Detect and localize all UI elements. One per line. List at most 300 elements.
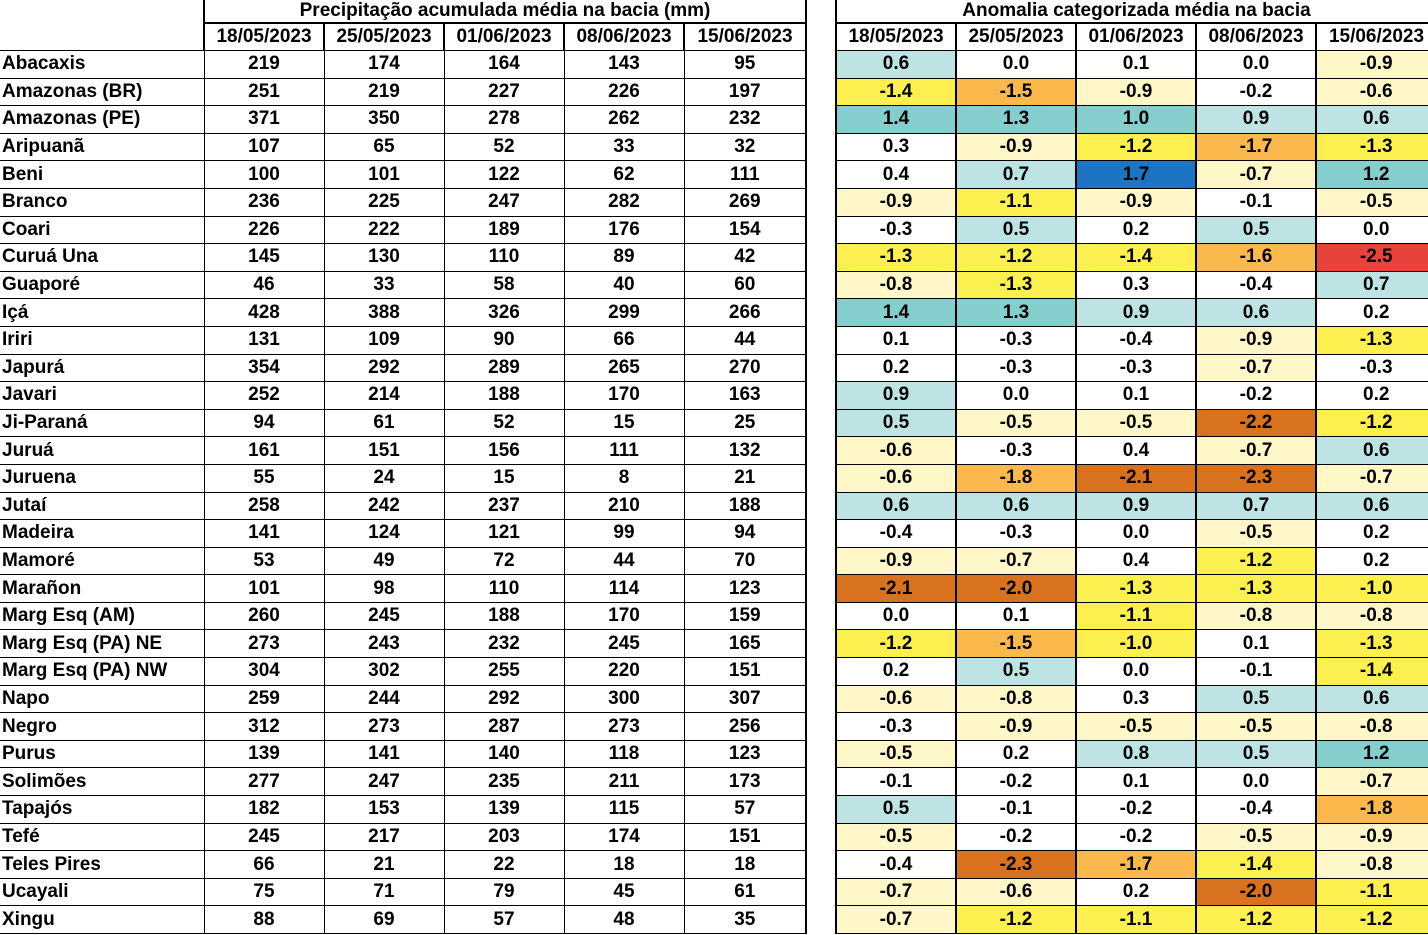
anomaly-cell: -1.8: [956, 464, 1076, 492]
anomaly-cell: 0.2: [836, 354, 956, 382]
table-row: [836, 409, 1428, 437]
anomaly-cell: -0.2: [1076, 823, 1196, 851]
anomaly-cell: 0.0: [836, 602, 956, 630]
table-row: [0, 51, 806, 79]
table-row: [0, 685, 806, 713]
basin-name: Coari: [0, 216, 204, 244]
anomaly-cell: -0.9: [956, 713, 1076, 741]
anomaly-cell: -0.6: [836, 437, 956, 465]
precip-cell: 89: [564, 244, 684, 272]
anomaly-cell: 1.7: [1076, 161, 1196, 189]
basin-name: Marg Esq (PA) NW: [0, 658, 204, 686]
table-row: [836, 630, 1428, 658]
table-row: [0, 106, 806, 134]
precip-cell: 101: [324, 161, 444, 189]
anomaly-cell: -0.3: [956, 326, 1076, 354]
precip-cell: 176: [564, 216, 684, 244]
precip-cell: 292: [324, 354, 444, 382]
precip-cell: 154: [684, 216, 806, 244]
precip-cell: 203: [444, 823, 564, 851]
anomaly-cell: 0.9: [1076, 299, 1196, 327]
precip-cell: 182: [204, 796, 324, 824]
anomaly-cell: -0.7: [1316, 464, 1428, 492]
anomaly-cell: 0.0: [1316, 216, 1428, 244]
precip-cell: 326: [444, 299, 564, 327]
table-row: [836, 796, 1428, 824]
anomaly-cell: -1.2: [1316, 906, 1428, 934]
basin-name: Purus: [0, 740, 204, 768]
basin-name: Beni: [0, 161, 204, 189]
precip-cell: 145: [204, 244, 324, 272]
precip-cell: 259: [204, 685, 324, 713]
precip-cell: 174: [564, 823, 684, 851]
precip-cell: 71: [324, 878, 444, 906]
anomaly-cell: 1.3: [956, 299, 1076, 327]
anomaly-cell: -0.5: [1196, 520, 1316, 548]
precip-cell: 210: [564, 492, 684, 520]
anomaly-cell: -0.9: [1316, 823, 1428, 851]
anomaly-cell: -0.1: [1196, 658, 1316, 686]
precip-cell: 46: [204, 271, 324, 299]
anomaly-cell: -0.8: [956, 685, 1076, 713]
anomaly-cell: 1.4: [836, 299, 956, 327]
table-row: [0, 713, 806, 741]
anomaly-cell: -0.8: [1316, 851, 1428, 879]
precip-cell: 219: [324, 78, 444, 106]
precip-cell: 258: [204, 492, 324, 520]
basin-name: Marg Esq (PA) NE: [0, 630, 204, 658]
precip-cell: 52: [444, 133, 564, 161]
precip-cell: 98: [324, 575, 444, 603]
precip-cell: 226: [204, 216, 324, 244]
basin-name: Madeira: [0, 520, 204, 548]
precip-cell: 151: [324, 437, 444, 465]
anomaly-title: Anomalia categorizada média na bacia: [836, 0, 1428, 23]
precip-cell: 189: [444, 216, 564, 244]
anomaly-cell: 0.2: [1076, 878, 1196, 906]
table-row: [0, 161, 806, 189]
anomaly-cell: -0.5: [836, 823, 956, 851]
precip-cell: 277: [204, 768, 324, 796]
anomaly-cell: -1.1: [1076, 602, 1196, 630]
anomaly-cell: -0.5: [836, 740, 956, 768]
anomaly-cell: -0.9: [836, 547, 956, 575]
anomaly-cell: 0.3: [836, 133, 956, 161]
anomaly-cell: 0.7: [956, 161, 1076, 189]
precip-cell: 33: [324, 271, 444, 299]
precip-cell: 266: [684, 299, 806, 327]
precip-cell: 188: [444, 382, 564, 410]
basin-name: Napo: [0, 685, 204, 713]
anomaly-cell: 0.6: [1196, 299, 1316, 327]
table-row: [836, 878, 1428, 906]
table-row: [836, 244, 1428, 272]
precip-cell: 53: [204, 547, 324, 575]
blank-corner: [0, 0, 204, 23]
precip-cell: 52: [444, 409, 564, 437]
anomaly-cell: -0.4: [1196, 271, 1316, 299]
precip-cell: 244: [324, 685, 444, 713]
table-row: [836, 326, 1428, 354]
anomaly-cell: 0.0: [1196, 768, 1316, 796]
anomaly-cell: -1.2: [1316, 409, 1428, 437]
anomaly-cell: 1.0: [1076, 106, 1196, 134]
anomaly-cell: 0.9: [836, 382, 956, 410]
basin-name: Juruena: [0, 464, 204, 492]
anomaly-cell: -0.7: [1316, 768, 1428, 796]
basin-name: Ucayali: [0, 878, 204, 906]
anomaly-cell: 0.6: [1316, 492, 1428, 520]
anomaly-cell: 0.5: [836, 409, 956, 437]
precip-cell: 40: [564, 271, 684, 299]
table-row: [0, 547, 806, 575]
anomaly-cell: 0.6: [836, 51, 956, 79]
precip-cell: 164: [444, 51, 564, 79]
anomaly-cell: -0.9: [1076, 78, 1196, 106]
table-row: [0, 354, 806, 382]
table-row: [0, 906, 806, 934]
precip-cell: 95: [684, 51, 806, 79]
basin-name: Marañon: [0, 575, 204, 603]
precip-cell: 8: [564, 464, 684, 492]
anomaly-cell: -0.1: [1196, 188, 1316, 216]
anomaly-cell: -1.3: [836, 244, 956, 272]
anomaly-cell: 0.1: [836, 326, 956, 354]
precip-cell: 269: [684, 188, 806, 216]
precipitation-title: Precipitação acumulada média na bacia (mm): [204, 0, 806, 23]
blank-corner: [0, 23, 204, 51]
table-row: [836, 602, 1428, 630]
anomaly-date-header: 01/06/2023: [1076, 23, 1196, 51]
precip-cell: 188: [684, 492, 806, 520]
anomaly-cell: -0.3: [836, 713, 956, 741]
table-row: [0, 602, 806, 630]
anomaly-cell: 0.8: [1076, 740, 1196, 768]
anomaly-cell: -0.1: [956, 796, 1076, 824]
table-row: [836, 464, 1428, 492]
precip-cell: 245: [204, 823, 324, 851]
precip-cell: 237: [444, 492, 564, 520]
basin-name: Içá: [0, 299, 204, 327]
anomaly-cell: -1.6: [1196, 244, 1316, 272]
precip-cell: 265: [564, 354, 684, 382]
table-row: [0, 464, 806, 492]
anomaly-cell: -1.4: [1076, 244, 1196, 272]
anomaly-cell: -0.4: [836, 851, 956, 879]
anomaly-cell: -0.5: [1316, 188, 1428, 216]
anomaly-cell: -0.6: [836, 464, 956, 492]
anomaly-cell: -0.4: [836, 520, 956, 548]
anomaly-cell: 0.6: [1316, 685, 1428, 713]
anomaly-cell: -1.2: [956, 906, 1076, 934]
precip-cell: 69: [324, 906, 444, 934]
precip-cell: 262: [564, 106, 684, 134]
basin-name: Solimões: [0, 768, 204, 796]
anomaly-cell: -2.0: [1196, 878, 1316, 906]
precip-cell: 94: [684, 520, 806, 548]
anomaly-cell: -1.0: [1316, 575, 1428, 603]
precip-cell: 227: [444, 78, 564, 106]
basin-name: Amazonas (PE): [0, 106, 204, 134]
anomaly-cell: -2.1: [1076, 464, 1196, 492]
precip-cell: 161: [204, 437, 324, 465]
anomaly-cell: -0.7: [1196, 354, 1316, 382]
table-row: [836, 271, 1428, 299]
table-row: [836, 492, 1428, 520]
precip-cell: 260: [204, 602, 324, 630]
precip-cell: 114: [564, 575, 684, 603]
precip-cell: 25: [684, 409, 806, 437]
table-row: [0, 437, 806, 465]
anomaly-cell: -1.3: [1196, 575, 1316, 603]
anomaly-cell: -1.7: [1076, 851, 1196, 879]
basin-name: Jutaí: [0, 492, 204, 520]
precip-cell: 21: [684, 464, 806, 492]
anomaly-table: [835, 0, 1428, 934]
precip-cell: 70: [684, 547, 806, 575]
anomaly-cell: -1.3: [956, 271, 1076, 299]
precip-cell: 156: [444, 437, 564, 465]
anomaly-cell: -0.9: [1196, 326, 1316, 354]
precip-date-header: 08/06/2023: [564, 23, 684, 51]
basin-name: Javari: [0, 382, 204, 410]
precip-cell: 232: [444, 630, 564, 658]
anomaly-cell: -0.7: [956, 547, 1076, 575]
anomaly-cell: 0.9: [1076, 492, 1196, 520]
anomaly-cell: -1.2: [1196, 906, 1316, 934]
precip-cell: 79: [444, 878, 564, 906]
anomaly-cell: 0.1: [1076, 51, 1196, 79]
anomaly-cell: 0.5: [956, 216, 1076, 244]
anomaly-cell: -1.2: [836, 630, 956, 658]
precip-cell: 24: [324, 464, 444, 492]
precip-cell: 255: [444, 658, 564, 686]
precip-cell: 44: [564, 547, 684, 575]
table-row: [0, 630, 806, 658]
table-row: [836, 382, 1428, 410]
anomaly-cell: -2.5: [1316, 244, 1428, 272]
precip-cell: 242: [324, 492, 444, 520]
precip-cell: 371: [204, 106, 324, 134]
table-row: [836, 216, 1428, 244]
precip-cell: 75: [204, 878, 324, 906]
table-row: [836, 437, 1428, 465]
anomaly-cell: -0.3: [956, 437, 1076, 465]
precip-cell: 94: [204, 409, 324, 437]
precip-cell: 388: [324, 299, 444, 327]
precip-cell: 130: [324, 244, 444, 272]
anomaly-cell: 0.1: [1196, 630, 1316, 658]
precip-cell: 243: [324, 630, 444, 658]
table-row: [0, 740, 806, 768]
precip-cell: 111: [684, 161, 806, 189]
anomaly-cell: 0.3: [1076, 271, 1196, 299]
anomaly-cell: 0.2: [1316, 547, 1428, 575]
precip-cell: 48: [564, 906, 684, 934]
table-row: [0, 575, 806, 603]
anomaly-cell: -0.2: [1196, 78, 1316, 106]
precip-cell: 21: [324, 851, 444, 879]
precip-cell: 66: [564, 326, 684, 354]
precip-cell: 273: [204, 630, 324, 658]
precip-cell: 247: [444, 188, 564, 216]
precip-cell: 222: [324, 216, 444, 244]
anomaly-cell: 0.5: [1196, 740, 1316, 768]
precip-cell: 173: [684, 768, 806, 796]
precip-cell: 139: [204, 740, 324, 768]
precip-cell: 226: [564, 78, 684, 106]
precip-cell: 44: [684, 326, 806, 354]
anomaly-date-header: 18/05/2023: [836, 23, 956, 51]
precip-cell: 153: [324, 796, 444, 824]
anomaly-cell: 0.5: [956, 658, 1076, 686]
precip-cell: 151: [684, 658, 806, 686]
precip-cell: 170: [564, 382, 684, 410]
table-row: [0, 271, 806, 299]
anomaly-cell: -1.3: [1316, 630, 1428, 658]
precip-cell: 99: [564, 520, 684, 548]
anomaly-cell: -1.7: [1196, 133, 1316, 161]
anomaly-cell: -0.3: [1076, 354, 1196, 382]
basin-name: Amazonas (BR): [0, 78, 204, 106]
precip-date-header: 01/06/2023: [444, 23, 564, 51]
anomaly-cell: -1.1: [1076, 906, 1196, 934]
precip-cell: 302: [324, 658, 444, 686]
precip-cell: 72: [444, 547, 564, 575]
table-row: [836, 906, 1428, 934]
precip-cell: 118: [564, 740, 684, 768]
precip-cell: 174: [324, 51, 444, 79]
precip-cell: 139: [444, 796, 564, 824]
precip-date-header: 25/05/2023: [324, 23, 444, 51]
anomaly-cell: -0.8: [836, 271, 956, 299]
basin-name: Curuá Una: [0, 244, 204, 272]
precip-cell: 163: [684, 382, 806, 410]
anomaly-cell: -0.3: [956, 520, 1076, 548]
anomaly-cell: -0.7: [836, 878, 956, 906]
precip-cell: 61: [324, 409, 444, 437]
precip-cell: 151: [684, 823, 806, 851]
anomaly-cell: -1.2: [1076, 133, 1196, 161]
anomaly-cell: -0.5: [956, 409, 1076, 437]
precip-cell: 111: [564, 437, 684, 465]
precip-cell: 18: [684, 851, 806, 879]
precip-date-header: 15/06/2023: [684, 23, 806, 51]
precip-cell: 101: [204, 575, 324, 603]
anomaly-cell: -2.0: [956, 575, 1076, 603]
table-row: [836, 658, 1428, 686]
table-row: [836, 851, 1428, 879]
table-row: [836, 78, 1428, 106]
precip-cell: 252: [204, 382, 324, 410]
anomaly-cell: -1.1: [1316, 878, 1428, 906]
precip-cell: 22: [444, 851, 564, 879]
basin-name: Guaporé: [0, 271, 204, 299]
anomaly-cell: 1.2: [1316, 161, 1428, 189]
table-row: [0, 133, 806, 161]
anomaly-cell: -0.9: [1316, 51, 1428, 79]
anomaly-cell: 0.0: [956, 51, 1076, 79]
anomaly-cell: -0.2: [956, 768, 1076, 796]
table-row: [0, 244, 806, 272]
precip-cell: 107: [204, 133, 324, 161]
precip-cell: 140: [444, 740, 564, 768]
precip-cell: 123: [684, 740, 806, 768]
basin-name: Teles Pires: [0, 851, 204, 879]
precip-cell: 287: [444, 713, 564, 741]
precip-cell: 232: [684, 106, 806, 134]
table-row: [836, 823, 1428, 851]
anomaly-cell: 0.0: [1076, 658, 1196, 686]
anomaly-cell: -0.7: [1196, 161, 1316, 189]
basin-name: Marg Esq (AM): [0, 602, 204, 630]
basin-name: Tefé: [0, 823, 204, 851]
anomaly-cell: 0.0: [956, 382, 1076, 410]
basin-name: Branco: [0, 188, 204, 216]
precip-cell: 115: [564, 796, 684, 824]
anomaly-cell: -0.8: [1196, 602, 1316, 630]
anomaly-cell: 0.2: [1076, 216, 1196, 244]
precip-cell: 100: [204, 161, 324, 189]
precip-cell: 62: [564, 161, 684, 189]
anomaly-date-header: 25/05/2023: [956, 23, 1076, 51]
precip-cell: 35: [684, 906, 806, 934]
table-row: [0, 796, 806, 824]
table-row: [0, 382, 806, 410]
anomaly-cell: -0.3: [956, 354, 1076, 382]
basin-name: Abacaxis: [0, 51, 204, 79]
anomaly-cell: 0.3: [1076, 685, 1196, 713]
precip-date-header: 18/05/2023: [204, 23, 324, 51]
precip-cell: 225: [324, 188, 444, 216]
anomaly-cell: -2.3: [956, 851, 1076, 879]
precip-cell: 299: [564, 299, 684, 327]
table-row: [836, 188, 1428, 216]
table-row: [0, 216, 806, 244]
anomaly-cell: 0.6: [1316, 106, 1428, 134]
anomaly-cell: -1.8: [1316, 796, 1428, 824]
anomaly-cell: -0.9: [1076, 188, 1196, 216]
precip-cell: 197: [684, 78, 806, 106]
precip-cell: 132: [684, 437, 806, 465]
precip-cell: 141: [324, 740, 444, 768]
precip-cell: 159: [684, 602, 806, 630]
precip-cell: 42: [684, 244, 806, 272]
anomaly-cell: -0.6: [1316, 78, 1428, 106]
anomaly-cell: 0.6: [1316, 437, 1428, 465]
precip-cell: 211: [564, 768, 684, 796]
basin-name: Aripuanã: [0, 133, 204, 161]
precip-cell: 292: [444, 685, 564, 713]
basin-name: Juruá: [0, 437, 204, 465]
table-row: [836, 740, 1428, 768]
precip-cell: 282: [564, 188, 684, 216]
anomaly-cell: -0.8: [1316, 713, 1428, 741]
anomaly-cell: 0.9: [1196, 106, 1316, 134]
anomaly-cell: 0.7: [1196, 492, 1316, 520]
anomaly-cell: 0.1: [1076, 768, 1196, 796]
precip-cell: 270: [684, 354, 806, 382]
anomaly-cell: -0.7: [1196, 437, 1316, 465]
precip-cell: 165: [684, 630, 806, 658]
precip-cell: 110: [444, 575, 564, 603]
anomaly-cell: -0.4: [1076, 326, 1196, 354]
basin-name: Tapajós: [0, 796, 204, 824]
anomaly-cell: 1.3: [956, 106, 1076, 134]
anomaly-cell: 0.5: [1196, 216, 1316, 244]
table-row: [0, 878, 806, 906]
precip-cell: 273: [324, 713, 444, 741]
